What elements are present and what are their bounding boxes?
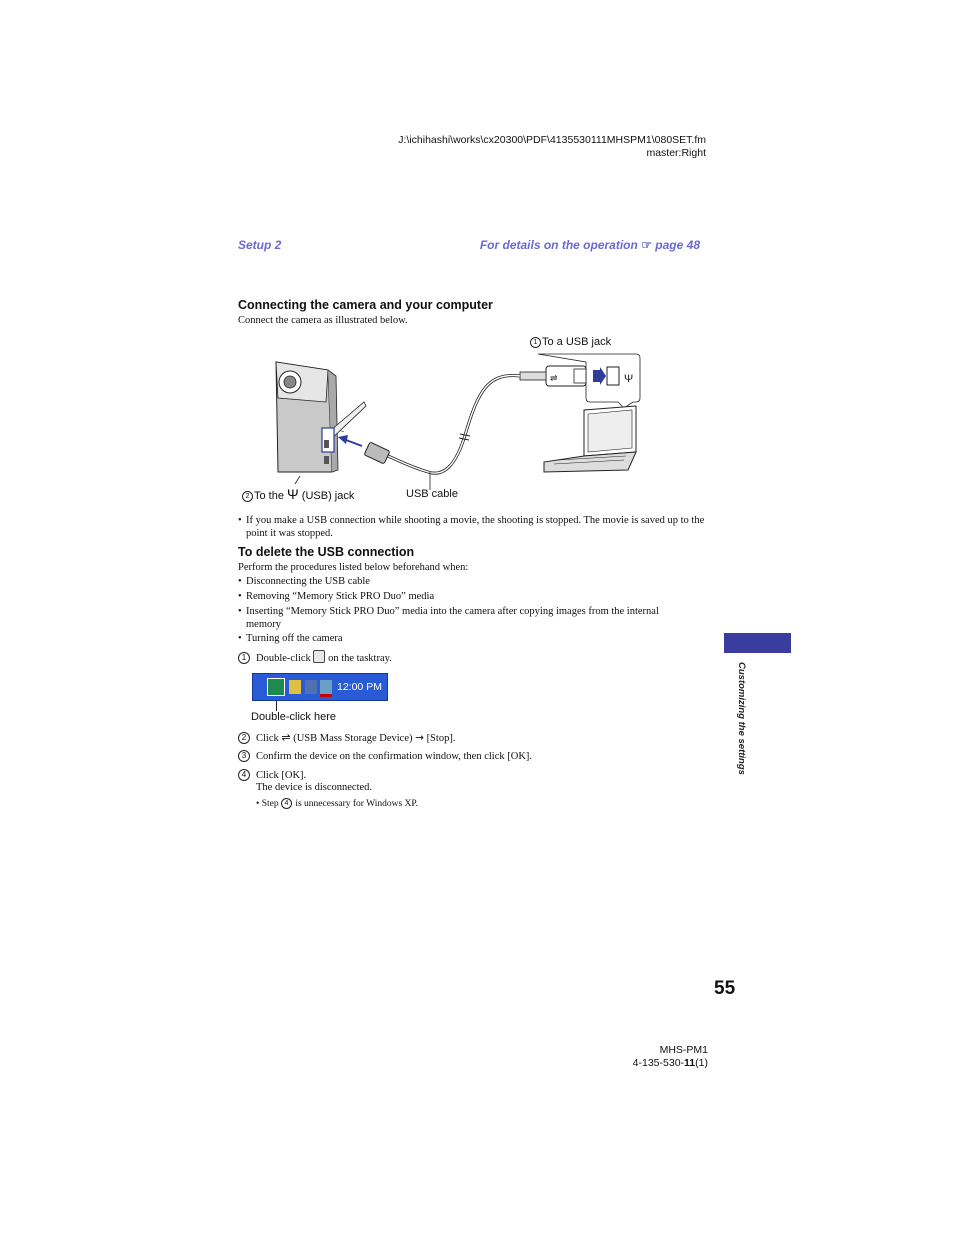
list-item: • Inserting “Memory Stick PRO Duo” media into the camera after copying images from the internal memory: [238, 606, 688, 631]
step-number: 4: [238, 769, 250, 781]
code-bold: 11: [684, 1057, 696, 1069]
reference-page: page 48: [655, 238, 700, 252]
tasktray: [252, 673, 388, 701]
model-code: [633, 1057, 708, 1070]
list-item: • Turning off the camera: [238, 633, 708, 646]
step-number: 2: [238, 732, 250, 744]
step-text: [Stop].: [426, 733, 456, 744]
step-text: Click: [256, 733, 279, 744]
note-text: Step: [261, 799, 279, 809]
step-number: 1: [238, 652, 250, 664]
reference-text: For details on the operation: [479, 238, 638, 252]
list-item: • Removing “Memory Stick PRO Duo” media: [238, 591, 708, 604]
label-cam-suffix: (USB) jack: [301, 490, 355, 502]
step-4: [238, 769, 306, 782]
svg-text:⇌: ⇌: [550, 373, 558, 383]
step-4-note: • Step 4 is unnecessary for Windows XP.: [256, 799, 419, 809]
footer-model-block: [633, 1044, 708, 1070]
master-page: master:Right: [646, 147, 706, 159]
step-text: Click [OK].: [256, 770, 307, 781]
list-item-text: Disconnecting the USB cable: [246, 576, 370, 587]
usb-symbol-icon: Ψ: [287, 486, 299, 502]
list-item: • Disconnecting the USB cable: [238, 576, 708, 589]
tray-icon[interactable]: [289, 680, 301, 694]
safely-remove-icon: [313, 650, 325, 663]
reference-header: [480, 238, 700, 252]
step-2: [238, 731, 455, 745]
label-usb-jack-text: To a USB jack: [542, 336, 612, 348]
step-text: Confirm the device on the confirmation window, then click [OK].: [256, 751, 533, 762]
file-path: J:\ichihashi\works\cx20300\PDF\4135530111MHSPM1\080SET.fm: [398, 134, 706, 146]
step-3: [238, 750, 532, 763]
connection-illustration: [238, 332, 708, 507]
chapter-side-label: [735, 662, 749, 780]
list-item-text: Removing “Memory Stick PRO Duo” media: [246, 591, 435, 602]
figure-label-camera-jack: [242, 486, 354, 502]
label-num-1: 1: [530, 337, 541, 348]
step-text: (USB Mass Storage Device): [293, 733, 413, 744]
section-title-connect: Connecting the camera and your computer: [238, 298, 493, 312]
step-1: [238, 650, 392, 665]
chapter-tab: [724, 633, 791, 653]
label-num-2: 2: [242, 491, 253, 502]
note-bullet: • If you make a USB connection while shooting a movie, the shooting is stopped. The movie is saved up to the point it was stopped.: [238, 515, 708, 540]
double-click-callout: Double-click here: [251, 711, 336, 723]
list-item-text: Inserting “Memory Stick PRO Duo” media into the camera after copying images from the internal memory: [246, 606, 659, 630]
file-path-block: [398, 134, 706, 160]
safely-remove-hardware-icon[interactable]: [267, 678, 285, 696]
laptop-illustration: [544, 406, 636, 472]
section-intro-connect: Connect the camera as illustrated below.: [238, 315, 408, 326]
usb-device-icon: ⇌: [281, 731, 291, 744]
right-arrow-icon: →: [415, 732, 424, 744]
step-text: on the tasktray.: [328, 653, 392, 664]
page-number: 55: [714, 978, 736, 999]
pointing-hand-icon: ☞: [641, 238, 652, 252]
callout-line: [276, 701, 277, 711]
label-cam-prefix: To the: [254, 490, 284, 502]
note-text: If you make a USB connection while shooting a movie, the shooting is stopped. The movie is saved up to the point it was stopped.: [246, 515, 705, 539]
step-number: 3: [238, 750, 250, 762]
chapter-side-text: Customizing the settings: [736, 662, 747, 775]
usb-symbol-icon: Ψ: [624, 373, 634, 385]
list-item-text: Turning off the camera: [246, 633, 343, 644]
model-name: MHS-PM1: [659, 1044, 708, 1056]
section-title-delete: To delete the USB connection: [238, 545, 415, 559]
tray-icon[interactable]: [320, 680, 332, 697]
section-header: Setup 2: [238, 238, 282, 252]
code-prefix: 4-135-530-: [632, 1057, 685, 1069]
tray-icon[interactable]: [305, 680, 317, 694]
step-text: Double-click: [256, 653, 311, 664]
connection-figure: [238, 332, 708, 507]
step-4-result: The device is disconnected.: [256, 782, 373, 793]
code-suffix: (1): [695, 1057, 708, 1069]
figure-label-cable: USB cable: [406, 488, 458, 500]
camera-illustration: [276, 362, 366, 484]
step-number: 4: [281, 798, 292, 809]
note-text: is unnecessary for Windows XP.: [295, 799, 419, 809]
section-intro-delete: Perform the procedures listed below beforehand when:: [238, 562, 469, 573]
usb-plug-a: [520, 366, 586, 386]
tray-clock[interactable]: 12:00 PM: [337, 681, 382, 693]
usb-plug-mini: [364, 442, 390, 464]
